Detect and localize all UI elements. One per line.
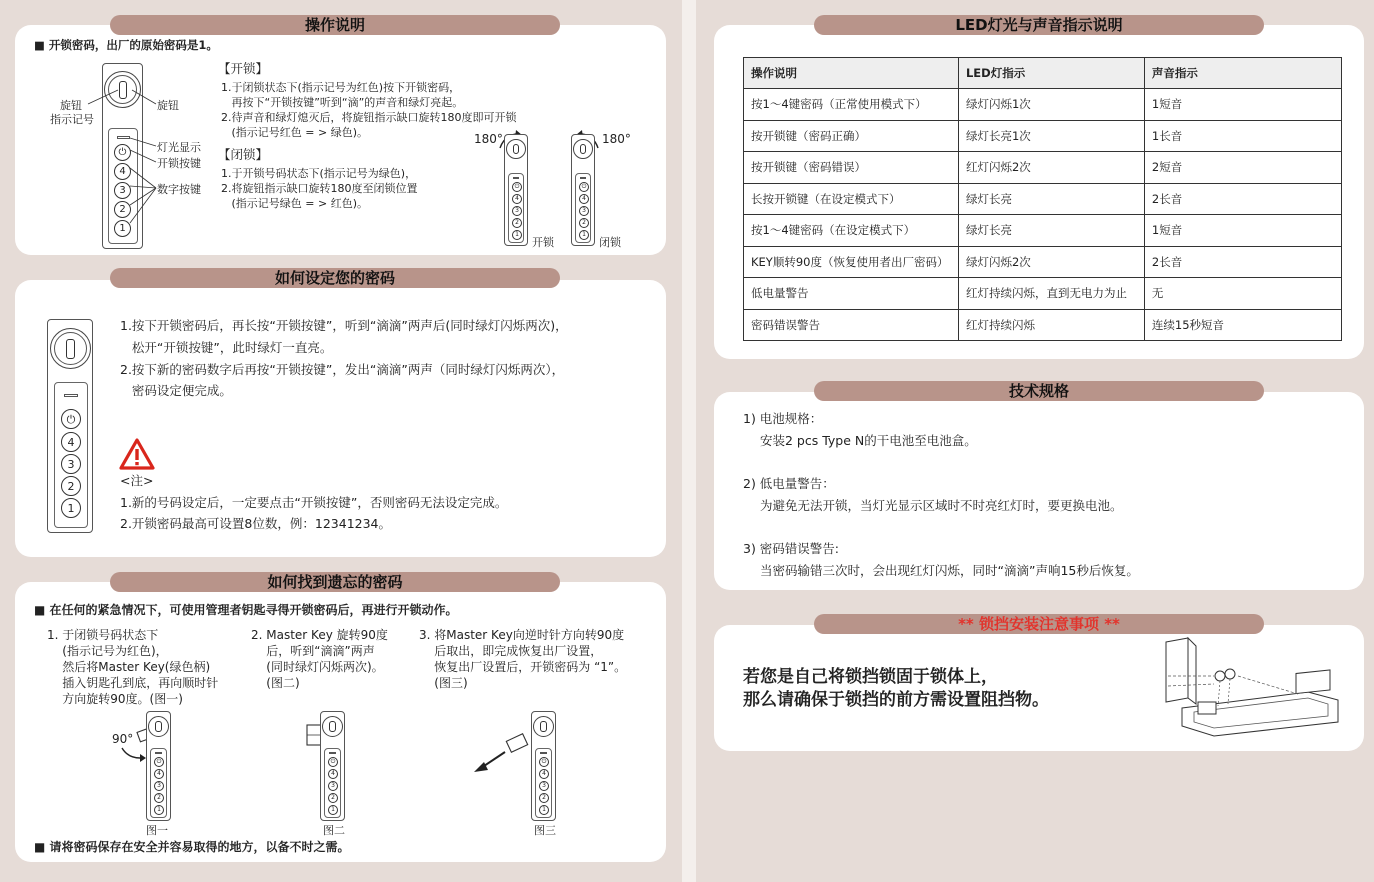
lock-diagram-main xyxy=(102,63,143,249)
spec-item-1-body: 安装2 pcs Type N的干电池至电池盒。 xyxy=(760,433,977,448)
operation-heading: ■ 开锁密码，出厂的原始密码是1。 xyxy=(34,38,218,52)
table-row: KEY顺转90度（恢复使用者出厂密码） 绿灯闪烁2次 2长音 xyxy=(744,246,1342,278)
header-sound: 声音指示 xyxy=(1144,58,1341,89)
setpw-note-2: 2.开锁密码最高可设置8位数，例：12341234。 xyxy=(120,516,392,531)
keypad-button-4: 4 xyxy=(114,163,131,180)
fig1-degree: 90° xyxy=(112,732,134,746)
page-gutter xyxy=(682,0,696,882)
forgot-step1-line4: 插入钥匙孔到底，再向顺时针 xyxy=(47,676,219,690)
lock-line-3: (指示记号绿色 = > 红色)。 xyxy=(221,197,368,210)
lock-strike-illustration xyxy=(1158,636,1348,744)
unlock-line-4: (指示记号红色 = > 绿色)。 xyxy=(221,126,368,139)
table-row: 按1～4键密码（在设定模式下） 绿灯长亮 1短音 xyxy=(744,215,1342,247)
left-page xyxy=(0,0,682,882)
spec-item-3-body: 当密码输错三次时，会出现红灯闪烁，同时“滴滴”声响15秒后恢复。 xyxy=(760,563,1139,578)
lock-title: 【闭锁】 xyxy=(218,147,269,162)
setpw-step-1b: 松开“开锁按键”，此时绿灯一直亮。 xyxy=(120,340,333,355)
fig2-caption: 图二 xyxy=(323,824,345,837)
led-indicator xyxy=(117,136,130,139)
header-operation: 操作说明 xyxy=(744,58,959,89)
right-page xyxy=(696,0,1374,882)
lock-line-2: 2.将旋钮指示缺口旋转180度至闭锁位置 xyxy=(221,182,418,195)
forgot-step3-line4: (图三) xyxy=(419,676,468,690)
spec-title: 技术规格 xyxy=(814,381,1264,401)
install-title: ** 锁挡安装注意事项 ** xyxy=(814,614,1264,634)
install-line-1: 若您是自己将锁挡锁固于锁体上， xyxy=(743,667,998,687)
lock-diagram-open: ⏻ 4 3 2 1 xyxy=(504,134,528,246)
forgot-heading: ■ 在任何的紧急情况下，可使用管理者钥匙寻得开锁密码后，再进行开锁动作。 xyxy=(34,603,458,617)
lock-diagram-fig3: ⏻ 4 3 2 1 xyxy=(531,711,556,821)
rotate-degree-left: 180° xyxy=(474,132,503,146)
table-row: 长按开锁键（在设定模式下） 绿灯长亮 2长音 xyxy=(744,183,1342,215)
forgot-step1-line1: 1. 于闭锁号码状态下 xyxy=(47,628,159,642)
table-row: 按开锁键（密码正确） 绿灯长亮1次 1长音 xyxy=(744,120,1342,152)
setpw-note-1: 1.新的号码设定后，一定要点击“开锁按键”，否则密码无法设定完成。 xyxy=(120,495,508,510)
unlock-title: 【开锁】 xyxy=(218,61,269,76)
setpw-title: 如何设定您的密码 xyxy=(110,268,560,288)
table-row: 密码错误警告 红灯持续闪烁 连续15秒短音 xyxy=(744,309,1342,341)
unlock-line-1: 1.于闭锁状态下(指示记号为红色)按下开锁密码， xyxy=(221,81,461,94)
unlock-line-2: 再按下“开锁按键”听到“滴”的声音和绿灯亮起。 xyxy=(221,96,464,109)
spec-item-1-head: 1) 电池规格： xyxy=(743,411,823,426)
rotate-degree-right: 180° xyxy=(602,132,631,146)
fig3-caption: 图三 xyxy=(534,824,556,837)
forgot-step3-line1: 3. 将Master Key向逆时针方向转90度 xyxy=(419,628,625,642)
table-row: 低电量警告 红灯持续闪烁，直到无电力为止 无 xyxy=(744,278,1342,310)
lock-line-1: 1.于开锁号码状态下(指示记号为绿色)， xyxy=(221,167,417,180)
label-digit-keys: 数字按键 xyxy=(157,183,201,196)
spec-item-2-body: 为避免无法开锁，当灯光显示区域时不时亮红灯时，要更换电池。 xyxy=(760,498,1123,513)
warning-icon xyxy=(119,438,155,470)
keypad-button-2: 2 xyxy=(114,201,131,218)
forgot-step1-line2: (指示记号为红色)， xyxy=(47,644,168,658)
forgot-title: 如何找到遗忘的密码 xyxy=(110,572,560,592)
keypad-button-1: 1 xyxy=(114,220,131,237)
label-led: 灯光显示 xyxy=(157,141,201,154)
caption-open: 开锁 xyxy=(532,236,554,249)
caption-close: 闭锁 xyxy=(599,236,621,249)
lock-diagram-close: ⏻ 4 3 2 1 xyxy=(571,134,595,246)
label-knob: 旋钮 xyxy=(157,99,179,112)
forgot-step2-line1: 2. Master Key 旋转90度 xyxy=(251,628,388,642)
setpw-step-2b: 密码设定便完成。 xyxy=(120,383,232,398)
lock-knob xyxy=(104,71,141,108)
keypad-button-3: 3 xyxy=(114,182,131,199)
operation-title: 操作说明 xyxy=(110,15,560,35)
forgot-step1-line5: 方向旋转90度。(图一) xyxy=(47,692,183,706)
setpw-step-2: 2.按下新的密码数字后再按“开锁按键”，发出“滴滴”两声（同时绿灯闪烁两次）， xyxy=(120,362,565,377)
led-title: LED灯光与声音指示说明 xyxy=(814,15,1264,35)
lock-diagram-setpw: ⏻ 4 3 2 1 xyxy=(47,319,93,533)
forgot-step3-line2: 后取出，即完成恢复出厂设置， xyxy=(419,644,603,658)
forgot-step2-line3: (同时绿灯闪烁两次)。 xyxy=(251,660,384,674)
label-indicator-1: 旋钮 xyxy=(60,99,82,112)
install-line-2: 那么请确保于锁挡的前方需设置阻挡物。 xyxy=(743,690,1049,710)
spec-item-2-head: 2) 低电量警告： xyxy=(743,476,835,491)
led-table-header xyxy=(744,58,1342,89)
lock-diagram-fig1: ⏻ 4 3 2 1 xyxy=(146,711,171,821)
forgot-step1-line3: 然后将Master Key(绿色柄) xyxy=(47,660,211,674)
forgot-step2-line2: 后，听到“滴滴”两声 xyxy=(251,644,375,658)
setpw-note-label: <注> xyxy=(120,473,154,488)
label-indicator-2: 指示记号 xyxy=(50,113,94,126)
setpw-step-1: 1.按下开锁密码后，再长按“开锁按键”，听到“滴滴”两声后(同时绿灯闪烁两次)， xyxy=(120,318,568,333)
lock-diagram-fig2: ⏻ 4 3 2 1 xyxy=(320,711,345,821)
label-unlock-key: 开锁按键 xyxy=(157,157,201,170)
forgot-step3-line3: 恢复出厂设置后，开锁密码为 “1”。 xyxy=(419,660,627,674)
lock-keypad xyxy=(108,128,138,244)
spec-item-3-head: 3) 密码错误警告: xyxy=(743,541,840,556)
header-led: LED灯指示 xyxy=(958,58,1144,89)
table-row: 按开锁键（密码错误） 红灯闪烁2次 2短音 xyxy=(744,152,1342,184)
table-row: 按1～4键密码（正常使用模式下） 绿灯闪烁1次 1短音 xyxy=(744,89,1342,121)
led-table xyxy=(743,57,1342,341)
fig1-caption: 图一 xyxy=(146,824,168,837)
forgot-footer: ■ 请将密码保存在安全并容易取得的地方，以备不时之需。 xyxy=(34,840,350,854)
keypad-button-power: ⏻ xyxy=(114,144,131,161)
forgot-step2-line4: (图二) xyxy=(251,676,300,690)
unlock-line-3: 2.待声音和绿灯熄灭后，将旋钮指示缺口旋转180度即可开锁 xyxy=(221,111,517,124)
